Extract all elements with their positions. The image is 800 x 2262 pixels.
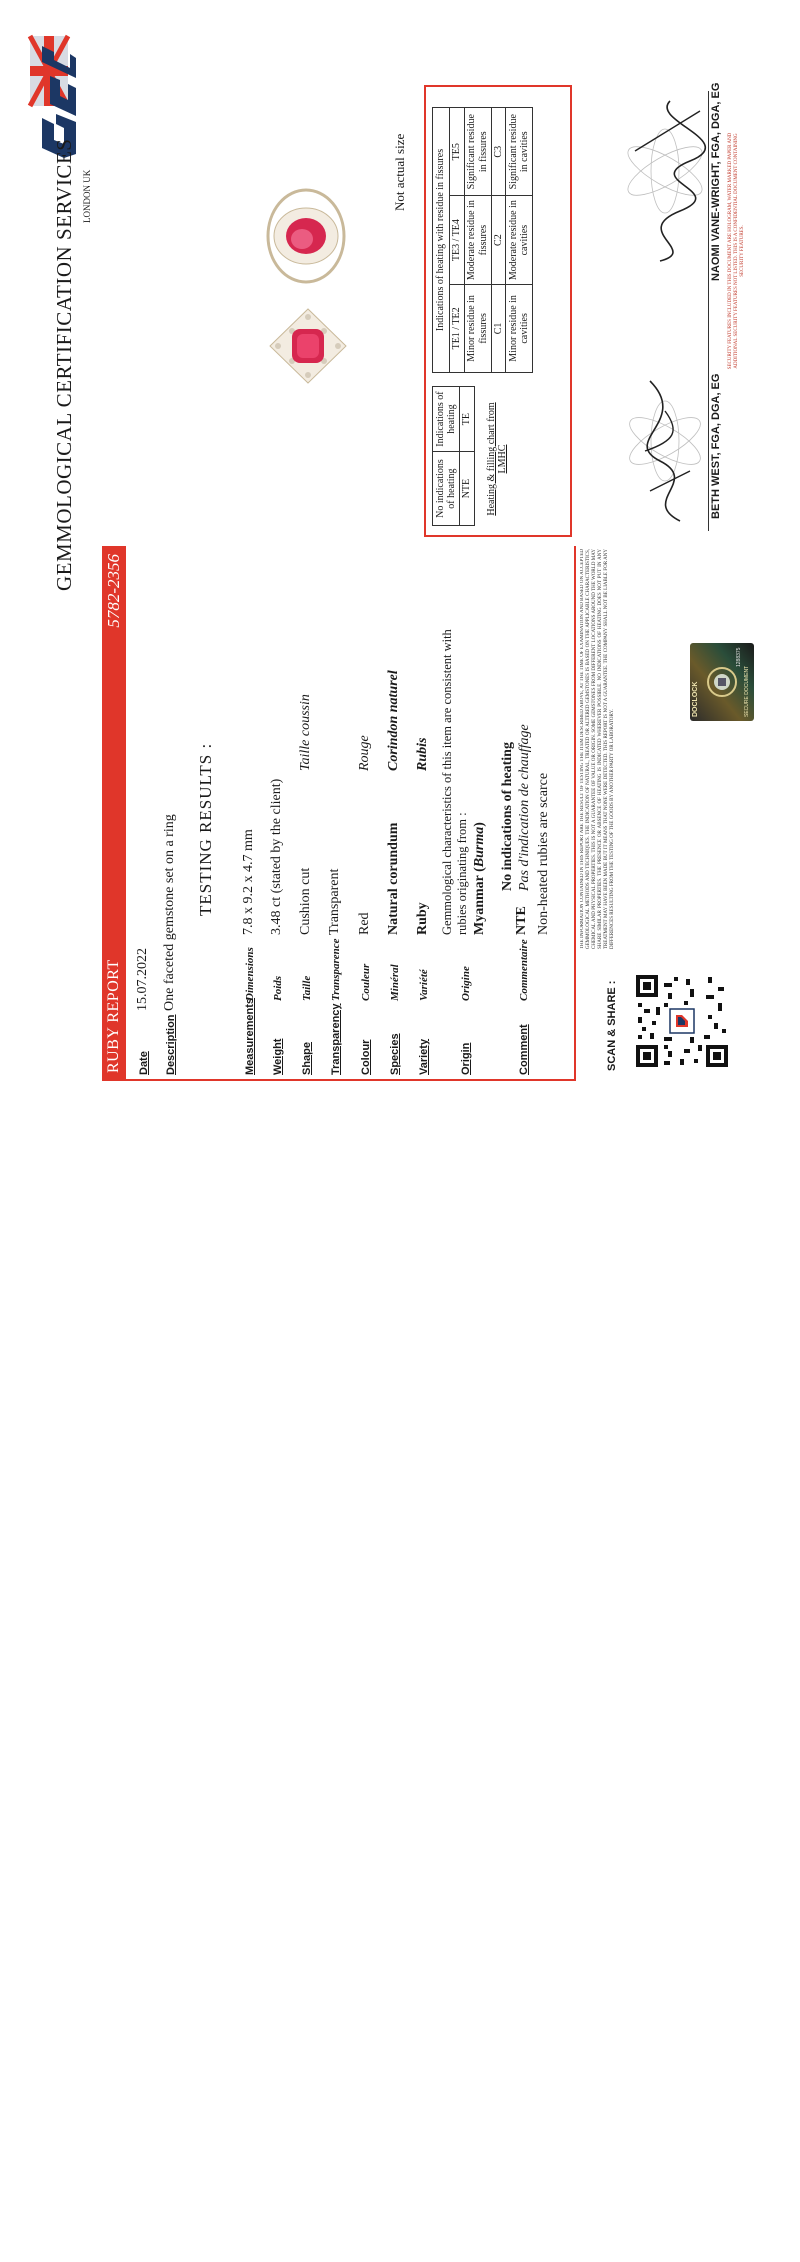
variety-label-fr: Variété	[418, 969, 430, 1001]
signature-right-graphic	[620, 91, 710, 271]
bottom-red-rule	[574, 546, 576, 1081]
report-header-band	[102, 546, 126, 1081]
colour-value-fr: Rouge	[357, 735, 372, 771]
te-header: Indications of heating	[433, 387, 460, 452]
report-number: 5782-2356	[104, 554, 123, 628]
comment-label-fr: Commentaire	[518, 939, 530, 1001]
date-label: Date	[138, 1051, 150, 1075]
not-actual-size-note: Not actual size	[392, 133, 407, 211]
variety-value: Ruby	[415, 902, 430, 935]
description-label: Description	[165, 1014, 177, 1075]
signature-right-svg	[620, 91, 710, 271]
te-code-2: TE3 / TE4	[450, 196, 465, 284]
c-code-2: C2	[491, 196, 506, 284]
variety-label: Variety	[418, 1038, 430, 1075]
comment-code: NTE	[514, 906, 529, 935]
weight-label: Weight	[272, 1038, 284, 1075]
signature-right-name: NAOMI VANE-WRIGHT, FGA, DGA, EG	[710, 82, 722, 281]
te-desc-1: Minor residue in fissures	[464, 284, 491, 372]
hologram-brand: DOCLOCK	[692, 681, 699, 717]
security-note: SECURITY FEATURES INCLUDED IN THIS DOCUMENT ARE HOLOGRAM, WATER MARKED PAPER AND ADDITIONAL SECURITY FEATURES NOT LISTED. THIS IS A CONFIDENTIAL DOCUMENT CONTAINING SECURITY FEATURES.	[728, 132, 745, 370]
security-hologram	[690, 643, 754, 721]
comment-value-fr: Pas d'indication de chauffage	[517, 724, 532, 891]
colour-value: Red	[357, 912, 372, 935]
c-desc-2: Moderate residue in cavities	[506, 196, 533, 284]
comment-value: No indications of heating	[500, 742, 515, 891]
species-label-fr: Minéral	[389, 964, 401, 1001]
nte-header: No indications of heating	[433, 452, 460, 526]
hologram-text: SECURE DOCUMENT	[744, 665, 750, 717]
heating-basic-table	[432, 386, 475, 526]
te-code: TE	[460, 387, 475, 452]
description-value: One faceted gemstone set on a ring	[162, 814, 177, 1011]
weight-value: 3.48 ct (stated by the client)	[269, 778, 284, 935]
ring-side-view-graphic	[258, 181, 358, 291]
report-title: RUBY REPORT	[105, 959, 122, 1073]
disclaimer-text: THE INFORMATION CONTAINED IN THIS REPORT ARE THE RESULT OF TESTING THE ITEM DESCRIBED ABOVE, AT THE TIME OF EXAMINATION AND BASED ON ACCEPTED GEMMOLOGICAL METHODS AND TECHNIQUES. THE INDICATION OF NATURAL, TREATED OR ALTERED GEMSTONES IS BASED ON THE APPLICABLE CHARACTERISTICS, CHEMICAL AND PHYSICAL PROPERTIES. THIS IS NOT A GUARANTEE OF VALUE OR ORIGIN. SOME GEMSTONES FROM DIFFERENT LOCATIONS AROUND THE WORLD MAY SHARE SIMILAR PROPERTIES. THE PRESENCE OR ABSENCE OF HEATING IS INDICATED WHEREVER POSSIBLE. NO INDICATIONS OF HEATING DOES NOT PUT IN ANY TREATMENT MAY HAVE BEEN MADE BUT IT MEANS THAT NONE WERE DETECTED. THIS REPORT IS NOT A GUARANTEE. THE COMPANY SHALL NOT BE LIABLE FOR ANY DIFFERENCES RESULTING FROM THE TESTING OF THE GOODS BY ANOTHER PARTY OR LABORATORY.	[580, 549, 615, 949]
c-desc-1: Minor residue in cavities	[506, 284, 533, 372]
te-code-3: TE5	[450, 108, 465, 196]
signature-rule	[708, 91, 709, 531]
ring-top-view	[268, 301, 348, 391]
origin-label-fr: Origine	[460, 966, 472, 1001]
heating-chart-link[interactable]: Heating & filling chart from LMHC	[486, 402, 508, 516]
transparency-value: Transparent	[327, 868, 342, 935]
origin-statement-line1: Gemmological characteristics of this item are consistent with	[440, 629, 454, 935]
origin-statement-line2: rubies originating from :	[455, 812, 469, 935]
hologram-serial: 1288375	[736, 647, 742, 667]
nte-code: NTE	[460, 452, 475, 526]
signature-left-svg	[620, 371, 710, 531]
species-label: Species	[389, 1033, 401, 1075]
measurements-label: Measurements	[244, 997, 256, 1075]
shape-value-fr: Taille coussin	[298, 694, 313, 771]
heating-residue-table	[432, 107, 533, 373]
left-red-rule	[126, 1079, 576, 1081]
species-value-fr: Corindon naturel	[386, 670, 401, 771]
origin-label: Origin	[460, 1042, 472, 1075]
colour-label-fr: Couleur	[360, 963, 372, 1001]
variety-value-fr: Rubis	[415, 737, 430, 771]
company-name: GEMMOLOGICAL CERTIFICATION SERVICES	[52, 138, 76, 591]
measurements-label-fr: Dimensions	[244, 947, 256, 1001]
te-code-1: TE1 / TE2	[450, 284, 465, 372]
c-code-1: C1	[491, 284, 506, 372]
testing-results-heading: TESTING RESULTS :	[196, 742, 215, 916]
ring-top-view-graphic	[268, 301, 348, 391]
origin-value: Myanmar (Burma)	[472, 822, 487, 935]
te-desc-3: Significant residue in fissures	[464, 108, 491, 196]
c-code-3: C3	[491, 108, 506, 196]
qr-code[interactable]	[634, 973, 730, 1069]
comment-label: Comment	[518, 1024, 530, 1075]
residue-header: Indications of heating with residue in fissures	[433, 108, 450, 373]
c-desc-3: Significant residue in cavities	[506, 108, 533, 196]
weight-label-fr: Poids	[272, 975, 284, 1001]
date-value: 15.07.2022	[135, 948, 150, 1011]
transparency-label-fr: Transparence	[330, 938, 342, 1001]
species-value: Natural corundum	[386, 822, 401, 935]
signature-left-graphic	[620, 371, 710, 531]
colour-label: Colour	[360, 1039, 372, 1075]
shape-value: Cushion cut	[298, 867, 313, 935]
signature-left-name: BETH WEST, FGA, DGA, EG	[710, 373, 722, 519]
measurements-value: 7.8 x 9.2 x 4.7 mm	[241, 829, 256, 935]
transparency-label: Transparency	[330, 1003, 342, 1075]
comment-note: Non-heated rubies are scarce	[536, 772, 551, 935]
qr-code-graphic	[634, 973, 730, 1069]
ring-side-view	[258, 181, 358, 291]
company-city: LONDON UK	[82, 169, 92, 223]
shape-label-fr: Taille	[301, 975, 313, 1001]
te-desc-2: Moderate residue in fissures	[464, 196, 491, 284]
scan-share-label: SCAN & SHARE :	[606, 980, 618, 1071]
shape-label: Shape	[301, 1041, 313, 1075]
